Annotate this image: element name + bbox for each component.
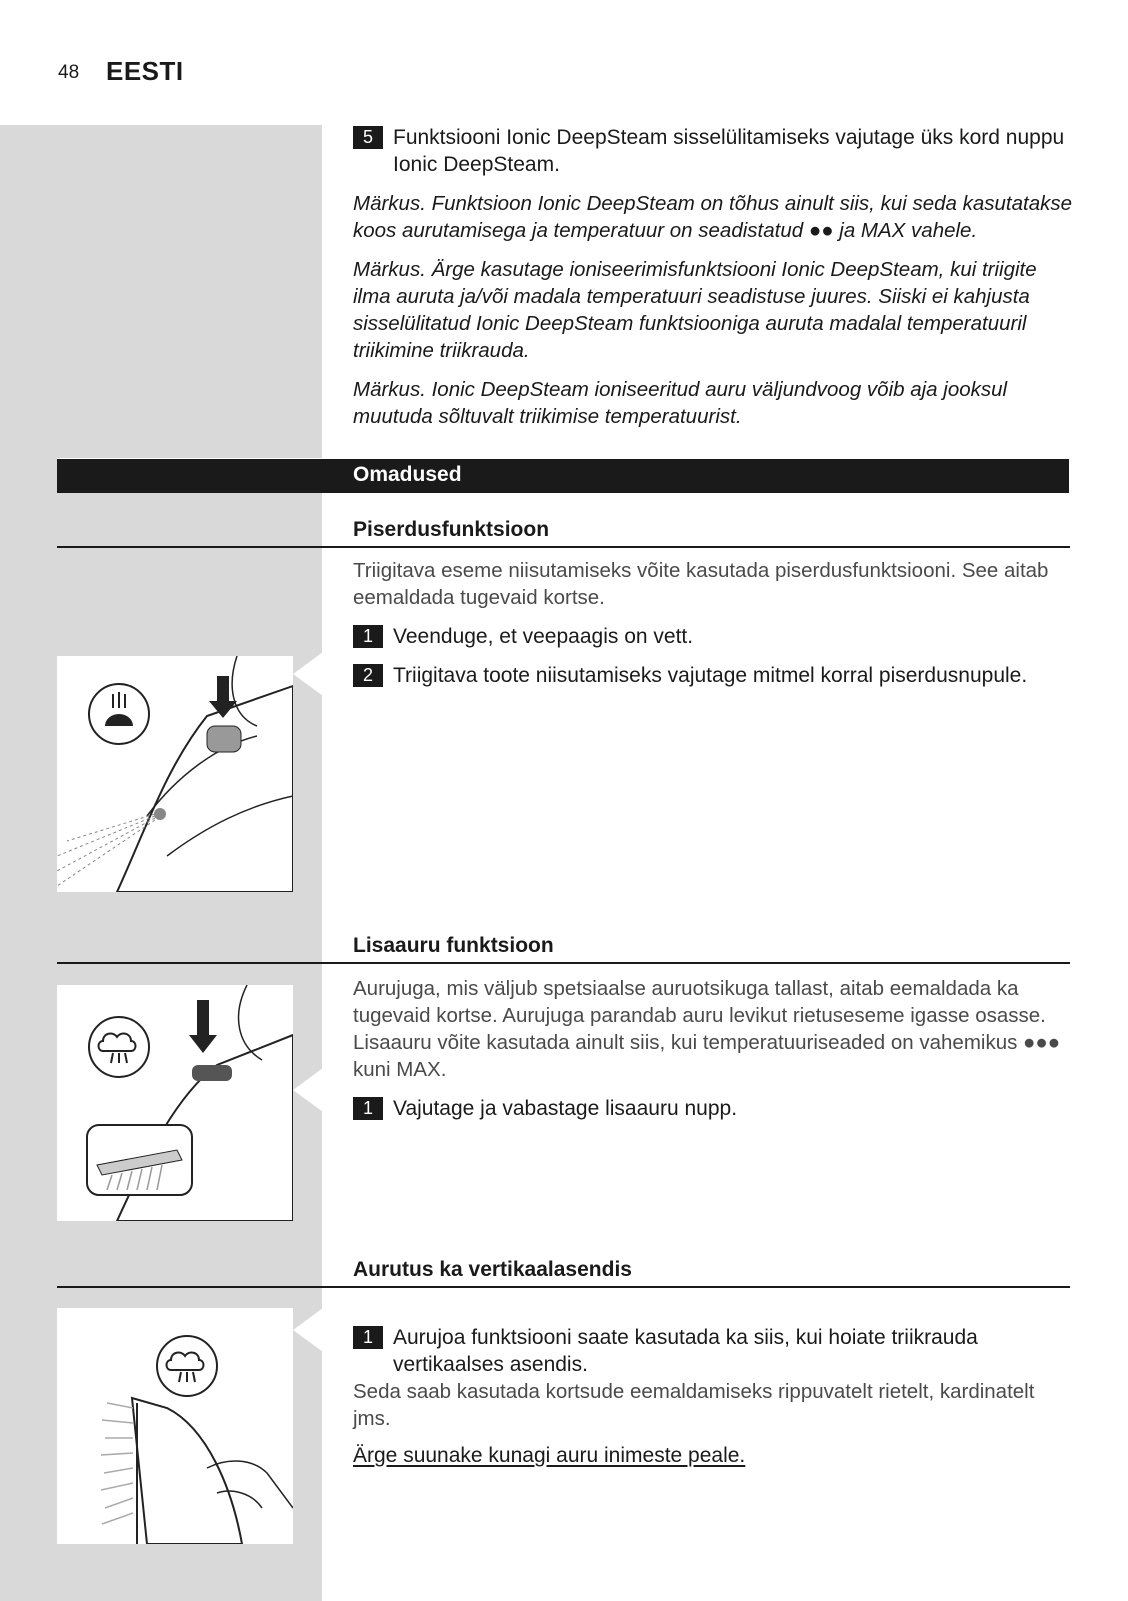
spray-illustration	[57, 656, 293, 892]
step-number: 1	[353, 625, 383, 648]
step-text: Funktsiooni Ionic DeepSteam sisselülitamiseks vajutage üks kord nuppu Ionic DeepSteam.	[393, 126, 1065, 176]
figure-pointer	[293, 1308, 323, 1352]
section-bar-title: Omadused	[353, 463, 462, 486]
figure-pointer	[293, 1068, 323, 1112]
note-3: Märkus. Ionic DeepSteam ioniseeritud auru väljundvoog võib aja jooksul muutuda sõltuvalt triikimise temperatuurist.	[353, 378, 1008, 428]
intro-section	[353, 124, 1073, 430]
page-number: 48	[58, 62, 80, 83]
spray-section	[353, 557, 1073, 689]
step-number: 5	[353, 126, 383, 149]
shot-step-1	[353, 1095, 1073, 1122]
vertical-description: Seda saab kasutada kortsude eemaldamiseks rippuvatelt rietelt, kardinatelt jms.	[353, 1380, 1035, 1430]
shot-section	[353, 975, 1073, 1122]
iron-spray-drawing	[57, 656, 293, 892]
note-1: Märkus. Funktsioon Ionic DeepSteam on tõhus ainult siis, kui seda kasutatakse koos aurutamisega ja temperatuur on seadistatud ●● ja MAX vahele.	[353, 192, 1073, 242]
shot-illustration	[57, 985, 293, 1221]
iron-vertical-drawing	[57, 1308, 293, 1544]
step-text: Aurujoa funktsiooni saate kasutada ka siis, kui hoiate triikrauda vertikaalses asendis.	[393, 1326, 978, 1376]
iron-shot-drawing	[57, 985, 293, 1221]
step-text: Veenduge, et veepaagis on vett.	[393, 625, 694, 648]
spray-description: Triigitava eseme niisutamiseks võite kasutada piserdusfunktsiooni. See aitab eemaldada tugevaid kortse.	[353, 559, 1049, 609]
step-text: Triigitava toote niisutamiseks vajutage mitmel korral piserdusnupule.	[393, 664, 1028, 687]
section-rule	[57, 1286, 1070, 1288]
step-number: 1	[353, 1326, 383, 1349]
spray-step-2	[353, 662, 1073, 689]
section-rule	[57, 546, 1070, 548]
down-arrow-icon	[189, 1000, 217, 1053]
section-bar	[57, 458, 1069, 493]
language-heading: EESTI	[106, 56, 184, 86]
figure-pointer	[293, 652, 323, 696]
vertical-illustration	[57, 1308, 293, 1544]
vertical-step-1	[353, 1324, 1073, 1378]
step-number: 2	[353, 664, 383, 687]
spray-step-1	[353, 623, 1073, 650]
step-number: 1	[353, 1097, 383, 1120]
step-text: Vajutage ja vabastage lisaauru nupp.	[393, 1097, 738, 1120]
section-rule	[57, 962, 1070, 964]
step-5	[353, 124, 1073, 178]
vertical-section	[353, 1324, 1073, 1469]
shot-section-title: Lisaauru funktsioon	[353, 934, 554, 957]
spray-section-title: Piserdusfunktsioon	[353, 518, 550, 541]
shot-description: Aurujuga, mis väljub spetsiaalse auruotsikuga tallast, aitab eemaldada ka tugevaid kortse. Aurujuga parandab auru levikut rietuseseme igasse osasse. Lisaauru võite kasutada ainult siis, kui temperatuuriseaded on vahemikus ●●● kuni MAX.	[353, 977, 1061, 1081]
warning-text: Ärge suunake kunagi auru inimeste peale.	[353, 1444, 746, 1467]
vertical-section-title: Aurutus ka vertikaalasendis	[353, 1258, 632, 1281]
note-2: Märkus. Ärge kasutage ioniseerimisfunktsiooni Ionic DeepSteam, kui triigite ilma auruta ja/või madala temperatuuri seadistuse juures. Siiski ei kahjusta sisselülitatud Ionic DeepSteam funktsiooniga auruta madalal temperatuuril triikimine triikrauda.	[353, 258, 1037, 362]
hand-outline	[207, 1461, 293, 1508]
